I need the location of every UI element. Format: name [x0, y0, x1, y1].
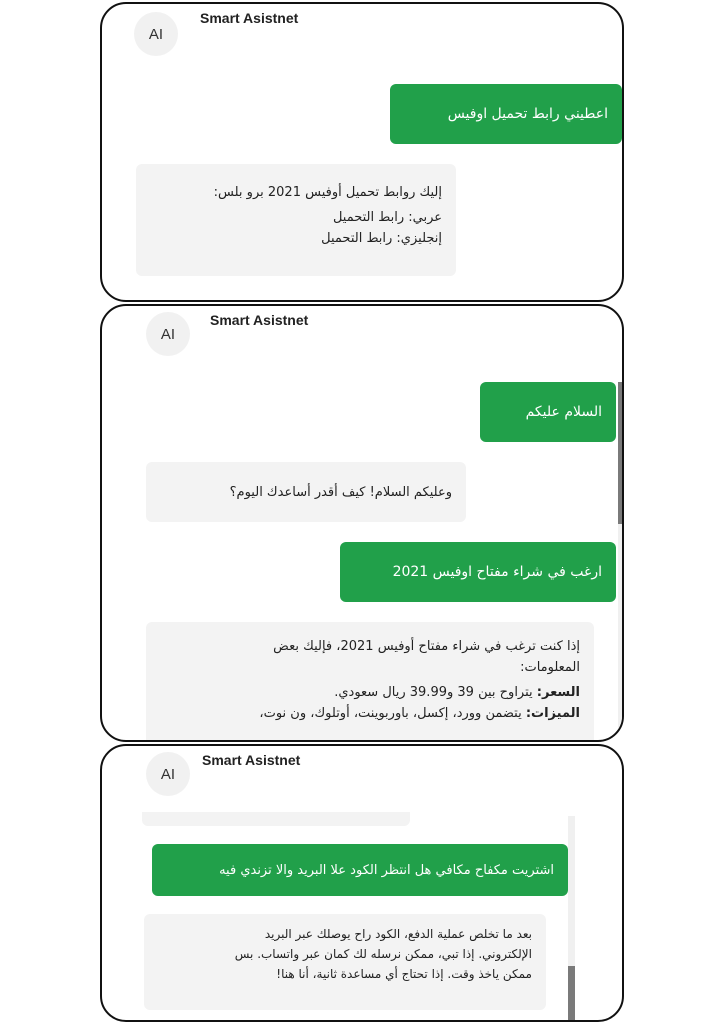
chat-panel-1: [100, 2, 624, 302]
bot-message-line: الإلكتروني. إذا تبي، ممكن نرسله لك كمان عبر واتساب. بس: [234, 947, 532, 961]
bot-message-line: ممكن ياخذ وقت. إذا تحتاج أي مساعدة ثانية، أنا هنا!: [276, 967, 532, 981]
bot-message: [144, 914, 546, 1010]
bot-avatar: AI: [146, 312, 190, 356]
price-text: يتراوح بين 39 و39.99 ريال سعودي.: [334, 685, 537, 700]
features-text: يتضمن وورد، إكسل، باوربوينت، أوتلوك، ون نوت،: [259, 706, 526, 721]
scrollbar-thumb[interactable]: [618, 382, 624, 524]
bot-name: Smart Asistnet: [200, 10, 299, 26]
user-message: السلام عليكم: [480, 382, 616, 442]
user-message: اشتريت مكفاح مكافي هل انتظر الكود علا البريد والا تزندي فيه: [152, 844, 568, 896]
features-label: الميزات:: [525, 706, 580, 721]
bot-message-line: عربي: رابط التحميل: [332, 210, 442, 225]
price-label: السعر:: [536, 685, 580, 700]
user-message: اعطيني رابط تحميل اوفيس: [390, 84, 622, 144]
bot-message: [136, 164, 456, 276]
bot-message-line: [160, 703, 580, 724]
bot-message-line: المعلومات:: [520, 660, 580, 675]
bot-avatar: AI: [134, 12, 178, 56]
bot-avatar: AI: [146, 752, 190, 796]
bot-message-line: إنجليزي: رابط التحميل: [321, 231, 442, 246]
bot-message-line: إليك روابط تحميل أوفيس 2021 برو بلس:: [213, 185, 442, 200]
bot-message-line: بعد ما تخلص عملية الدفع، الكود راح يوصلك عبر البريد: [264, 927, 532, 941]
bot-message: وعليكم السلام! كيف أقدر أساعدك اليوم؟: [146, 462, 466, 522]
bot-message-line: [160, 682, 580, 703]
user-message: ارغب في شراء مفتاح اوفيس 2021: [340, 542, 616, 602]
bot-message-line: إذا كنت ترغب في شراء مفتاح أوفيس 2021، فإليك بعض: [273, 639, 580, 654]
bot-name: Smart Asistnet: [210, 312, 309, 328]
previous-bubble-edge: [142, 812, 410, 826]
bot-message: [146, 622, 594, 742]
chat-panel-3: [100, 744, 624, 1022]
chat-panel-2: [100, 304, 624, 742]
bot-name: Smart Asistnet: [202, 752, 301, 768]
scrollbar-thumb[interactable]: [568, 966, 575, 1022]
